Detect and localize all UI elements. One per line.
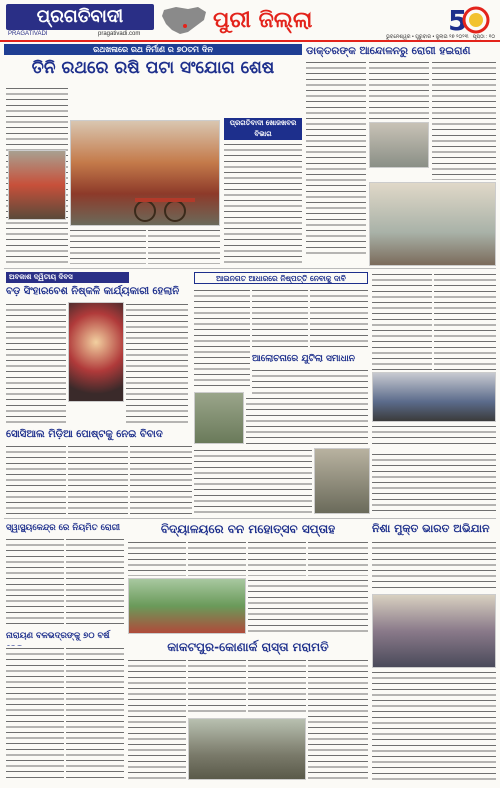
masthead-subtitle: PRAGATIVADI: [8, 31, 48, 37]
headline-drugfree: ନିଶା ମୁକ୍ତ ଭାରତ ଅଭିଯାନ: [372, 522, 490, 535]
story-right-col1: [372, 272, 432, 372]
headline-road: କାକଟପୁର-କୋଣାର୍କ ରାସ୍ତା ମରାମତି: [167, 640, 329, 654]
story-dispute-col1: [194, 288, 250, 388]
story-health-col1: [6, 537, 64, 627]
story-road-col3: [248, 658, 306, 716]
story-rath-text-col2: [70, 228, 146, 264]
headline-school: ବିଦ୍ୟାଳୟରେ ବନ ମହୋତ୍ସବ ସପ୍ତାହ: [160, 522, 336, 536]
headline-rath: ତିନି ରଥରେ ରଷି ପଟା ସଂଯୋଗ ଶେଷ: [31, 58, 275, 78]
odisha-map-icon: [158, 4, 210, 36]
chariot-wheels-icon: [130, 196, 210, 226]
story-school-col3: [248, 540, 306, 576]
story-school-col5: [248, 578, 368, 634]
story-drugfree-col: [372, 540, 496, 592]
section-title: ପୁରୀ ଜିଲ୍ଲା: [213, 8, 313, 33]
road-photo: [188, 718, 306, 780]
headline-doctors: ଡାକ୍ତରଙ୍କ ଆନ୍ଦୋଳନରୁ ରୋଗୀ ହଇରାଣ: [306, 45, 471, 57]
headline-health: ସ୍ୱାସ୍ଥ୍ୟକେନ୍ଦ୍ର ରେ ନିୟମିତ ରୋଗୀ: [6, 523, 120, 533]
group-photo-2: [314, 448, 370, 514]
story-doctors-col2: [369, 60, 429, 120]
story-school-col1: [128, 540, 186, 576]
story-right-col4: [372, 452, 496, 514]
story-right-col2: [434, 272, 496, 372]
masthead-website: pragativadi.com: [98, 31, 141, 37]
story-school-col4: [308, 540, 368, 576]
headline-jail: ନାରାୟଣ ବଳଭଦ୍ରଙ୍କୁ ୭୦ ବର୍ଷ: [6, 631, 110, 641]
plantation-photo: [128, 578, 246, 634]
story-jail-col1: [6, 646, 64, 780]
divider: [4, 268, 496, 269]
deity-photo: [68, 302, 124, 402]
story-dispute-col2: [252, 288, 308, 348]
story-doctors-col1: [306, 60, 366, 256]
rath-inset-photo: [8, 150, 66, 220]
headline-dispute-band: ଆଇନଗତ ଆଧାରରେ ନିଷ୍ପତ୍ତି ନେବାକୁ ଦାବି: [194, 272, 368, 284]
story-social-col3: [130, 444, 192, 514]
story-jail-col2: [66, 646, 124, 780]
kicker-band: ରଥଖଳାରେ ରଥ ନିର୍ମାଣ ର ୭୦ତମ ଦିନ: [4, 44, 302, 55]
story-road-col4: [308, 658, 368, 780]
story-right-col3: [372, 424, 496, 448]
group-photo-1: [372, 372, 496, 422]
story-singhar-col1: [6, 302, 66, 424]
meeting-photo: [194, 392, 244, 444]
masthead-logo: ପ୍ରଗତିବାଦୀ: [6, 4, 154, 30]
story-school-col2: [188, 540, 246, 576]
story-social-col2: [68, 444, 128, 514]
anniversary-logo-icon: [440, 2, 492, 38]
story-dispute-col3: [310, 288, 368, 348]
story-meeting-col: [252, 368, 368, 394]
issue-dateline: ଭୁବନେଶ୍ୱର • ଗୁରୁବାର • ଜୁଲାଇ ୨୭ ୨୦୨୩ ପୃଷ୍ଠା : ୧୦: [385, 34, 495, 40]
drugfree-photo: [372, 594, 496, 668]
kicker-leave: ଅବକାଶ ଦ୍ୱିତୀୟ ଦିବସ: [6, 272, 129, 283]
story-singhar-col2: [126, 302, 188, 424]
story-middle-col: [194, 448, 312, 514]
story-meeting-col2: [246, 396, 368, 444]
story-rath-text-col4: [224, 142, 302, 264]
hospital-photo: [369, 182, 496, 266]
headline-social: ସୋସିଆଲ ମିଡ଼ିଆ ପୋଷ୍ଟକୁ ନେଇ ବିବାଦ: [6, 429, 163, 440]
story-box-header: ପ୍ରଗତିବାଦୀ ଖୋଜଖବର ବିଭାଗ: [224, 118, 302, 140]
story-right-bottom: [372, 670, 496, 780]
svg-text:5: 5: [448, 4, 468, 37]
masthead-rule: [0, 40, 500, 42]
doctors-protest-photo: [369, 122, 429, 168]
story-health-col2: [66, 537, 124, 627]
story-road-col2: [188, 658, 246, 716]
story-rath-text-col3: [148, 228, 220, 264]
divider: [4, 518, 496, 519]
headline-singhar: ବଡ଼ ସିଂହାରବେଶ ନିଷ୍କଳି କାର୍ଯ୍ୟକାରୀ ହେଲାନି: [6, 286, 180, 297]
story-social-col1: [6, 444, 66, 514]
headline-meeting: ଆଲୋଚନାରେ ଯୁଟିଲା ସମାଧାନ: [252, 354, 355, 364]
story-doctors-col3: [432, 60, 496, 180]
story-road-col1: [128, 658, 186, 780]
